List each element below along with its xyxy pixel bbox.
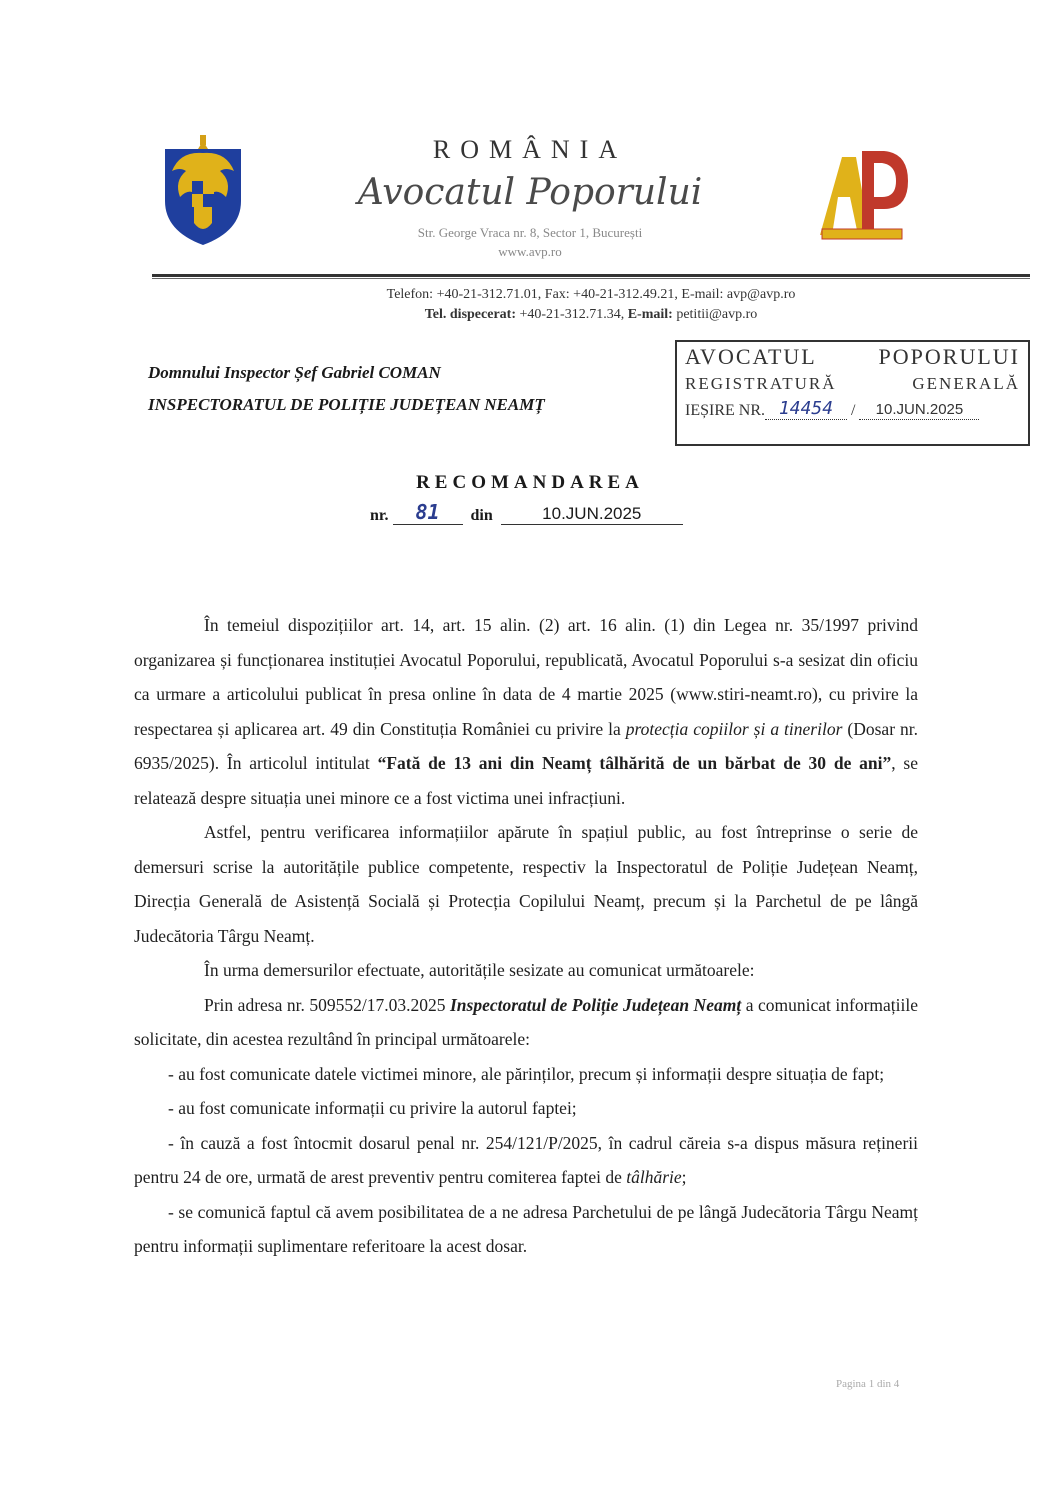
p4-institution: Inspectoratul de Poliție Județean Neamț [449, 994, 742, 1015]
paragraph-2: Astfel, pentru verificarea informațiilor apărute în spațiul public, au fost întreprinse o serie de demersuri scrise la autoritățile publice competente, respectiv la Inspectoratul de Poliție Județean Neamț, Direcția Generală de Asistență Socială și Protecția Copilului Neamț, precum și la Parchetul de pe lângă Judecătoria Târgu Neamț. [134, 822, 918, 946]
avp-logo [812, 143, 912, 243]
b3-text-c: ; [681, 1167, 687, 1187]
document-number-line [370, 500, 683, 525]
stamp-word-registratura: REGISTRATURĂ [685, 374, 837, 393]
country-name: ROMÂNIA [432, 135, 628, 164]
stamp-line-1 [685, 344, 1020, 370]
addressee-block [148, 357, 545, 421]
stamp-word-poporului: POPORULUI [878, 344, 1020, 369]
institution-name: Avocatul Poporului [357, 172, 703, 213]
paragraph-1 [134, 608, 918, 815]
paragraph-3: În urma demersurilor efectuate, autoritățile sesizate au comunicat următoarele: [204, 960, 755, 980]
page-number: Pagina 1 din 4 [836, 1378, 900, 1390]
registry-stamp [675, 340, 1030, 446]
p1-text-e: , se relatează despre situația unei minore ce a fost victima unei infracțiuni. [134, 753, 919, 808]
romania-coat-of-arms-icon [160, 131, 246, 247]
din-label: din [470, 507, 493, 524]
stamp-line-2 [685, 374, 1020, 394]
stamp-exit-number-field [765, 398, 847, 420]
street-address: Str. George Vraca nr. 8, Sector 1, București [417, 225, 643, 240]
addressee-name: Domnului Inspector Șef Gabriel COMAN [148, 363, 441, 382]
dispatch-label: Tel. dispecerat: [424, 307, 516, 322]
bullet-3 [134, 1126, 918, 1195]
bullet-1: - au fost comunicate datele victimei minore, ale părinților, precum și informații despre situația de fapt; [168, 1063, 885, 1084]
document-body [134, 608, 918, 1264]
b3-italic: tâlhărie [626, 1167, 682, 1187]
contact-block [152, 285, 1030, 325]
p1-article-title: “Fată de 13 ani din Neamț tâlhărită de un bărbat de 30 de ani” [377, 753, 892, 773]
header-divider [152, 274, 1030, 277]
p4-text-c: a comunicat informațiile solicitate, din acestea rezultând în principal următoarele: [134, 994, 918, 1049]
stamp-exit-label: IEȘIRE NR. [685, 402, 765, 419]
contact-line-dispatch [152, 305, 1030, 325]
p1-text-c: (Dosar nr. 6935/2025). În articolul intitulat [134, 718, 918, 773]
nr-label: nr. [370, 507, 389, 524]
p4-text-a: Prin adresa nr. 509552/17.03.2025 [204, 994, 450, 1015]
stamp-exit-number: 14454 [778, 398, 834, 419]
p1-text-a: În temeiul dispozițiilor art. 14, art. 15 alin. (2) art. 16 alin. (1) din Legea nr. 35/1997 privind organizarea și funcționarea instituției Avocatul Poporului, republicată, Avocatul Poporului s-a sesizat din oficiu ca urmare a articolului publicat în presa online în data de 4 martie 2025 (www.stiri-neamt.ro), cu privire la respectarea și aplicarea art. 49 din Constituția României cu privire la [134, 615, 918, 739]
document-title: RECOMANDAREA [416, 472, 644, 493]
bullet-4: - se comunică faptul că avem posibilitatea de a ne adresa Parchetului de pe lângă Judecătoria Târgu Neamț pentru informații suplimentare referitoare la acest dosar. [134, 1201, 918, 1256]
date-value: 10.JUN.2025 [542, 504, 642, 523]
petition-email-label: E-mail: [627, 307, 673, 322]
nr-value: 81 [415, 500, 440, 524]
nr-field [393, 500, 463, 525]
petition-email: petitii@avp.ro [676, 307, 758, 322]
addressee-institution: INSPECTORATUL DE POLIȚIE JUDEȚEAN NEAMȚ [148, 395, 545, 414]
contact-line-phone: Telefon: +40-21-312.71.01, Fax: +40-21-312.49.21, E-mail: avp@avp.ro [386, 287, 796, 302]
header-divider-thin [152, 278, 1030, 279]
b3-text-a: - în cauză a fost întocmit dosarul penal nr. 254/121/P/2025, în cadrul căreia s-a dispus măsura reținerii pentru 24 de ore, urmată de arest preventiv pentru comiterea faptei de [134, 1132, 918, 1187]
stamp-separator: / [851, 402, 856, 419]
website-text: www.avp.ro [498, 244, 562, 259]
dispatch-phone: +40-21-312.71.34, [519, 307, 625, 322]
stamp-date-field [859, 401, 979, 420]
stamp-line-3 [685, 398, 1020, 420]
p1-italic-phrase: protecția copiilor și a tinerilor [625, 718, 843, 739]
bullet-2: - au fost comunicate informații cu privire la autorul faptei; [168, 1098, 577, 1118]
stamp-word-avocatul: AVOCATUL [685, 344, 817, 369]
stamp-date: 10.JUN.2025 [875, 401, 964, 418]
institution-address [330, 223, 730, 261]
paragraph-4 [134, 988, 918, 1057]
stamp-word-generala: GENERALĂ [912, 374, 1020, 393]
date-field [501, 504, 683, 525]
